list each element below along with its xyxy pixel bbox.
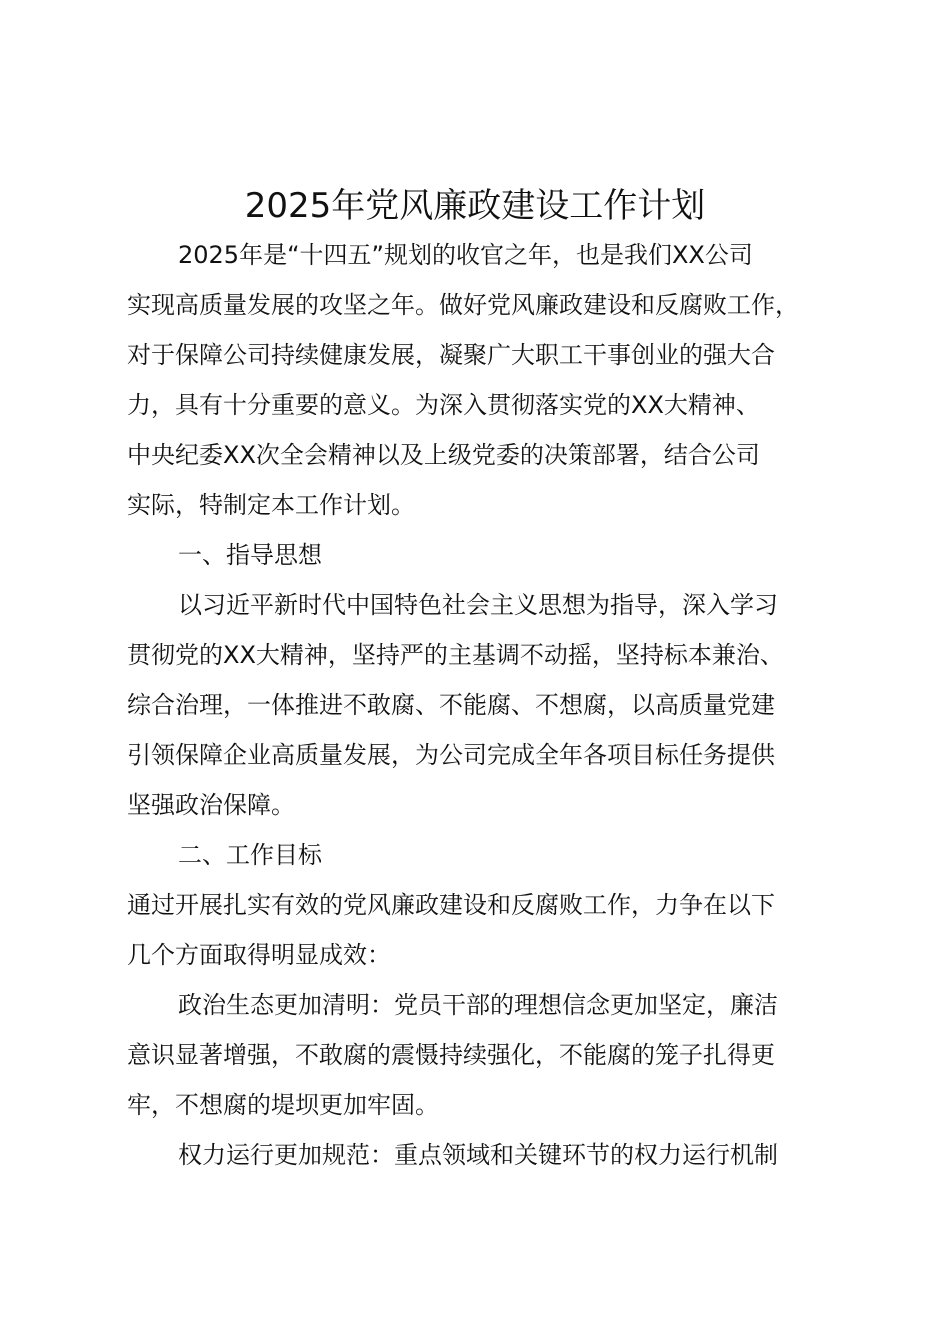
paragraph-line: 贯彻党的XX大精神，坚持严的主基调不动摇，坚持标本兼治、 [127,641,784,669]
paragraph-line: 对于保障公司持续健康发展，凝聚广大职工干事创业的强大合 [127,341,775,369]
paragraph-line: 几个方面取得明显成效： [127,941,391,969]
paragraph-line: 牢，不想腐的堤坝更加牢固。 [127,1091,439,1119]
section-heading: 二、工作目标 [178,841,322,869]
paragraph-line: 实现高质量发展的攻坚之年。做好党风廉政建设和反腐败工作， [127,291,799,319]
paragraph-line: 综合治理，一体推进不敢腐、不能腐、不想腐，以高质量党建 [127,691,775,719]
paragraph-line: 权力运行更加规范：重点领域和关键环节的权力运行机制 [178,1141,778,1169]
paragraph-line: 中央纪委XX次全会精神以及上级党委的决策部署，结合公司 [127,441,760,469]
paragraph-line: 实际，特制定本工作计划。 [127,491,415,519]
paragraph-line: 意识显著增强，不敢腐的震慑持续强化，不能腐的笼子扎得更 [127,1041,775,1069]
section-heading: 一、指导思想 [178,541,322,569]
paragraph-line: 力，具有十分重要的意义。为深入贯彻落实党的XX大精神、 [127,391,760,419]
paragraph-line: 引领保障企业高质量发展，为公司完成全年各项目标任务提供 [127,741,775,769]
paragraph-line: 坚强政治保障。 [127,791,295,819]
paragraph-line: 通过开展扎实有效的党风廉政建设和反腐败工作，力争在以下 [127,891,775,919]
document-title: 2025年党风廉政建设工作计划 [244,186,706,226]
paragraph-line: 以习近平新时代中国特色社会主义思想为指导，深入学习 [178,591,778,619]
paragraph-line: 2025年是“十四五”规划的收官之年，也是我们XX公司 [178,241,753,269]
paragraph-line: 政治生态更加清明：党员干部的理想信念更加坚定，廉洁 [178,991,778,1019]
